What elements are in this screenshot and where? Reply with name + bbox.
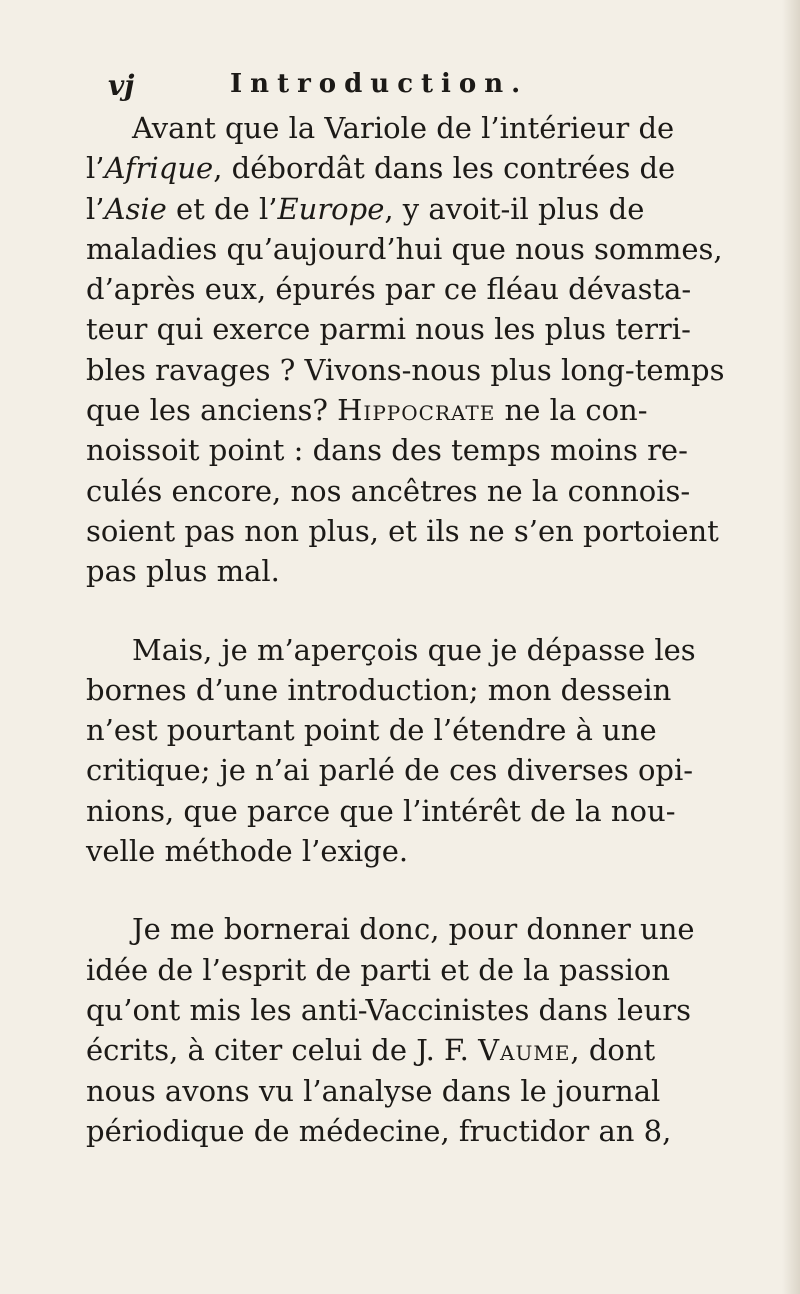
text-fragment: , dont [570, 1033, 656, 1068]
text-line: l’Asie et de l’Europe, y avoit-il plus de [86, 191, 645, 226]
text-line: critique; je n’ai parlé de ces diverses opi- [86, 753, 694, 788]
text-fragment: ne la con- [495, 393, 648, 428]
text-line: Mais, je m’aperçois que je dépasse les [132, 632, 696, 667]
text-line: maladies qu’aujourd’hui que nous sommes, [86, 231, 723, 266]
text-line: l’Afrique, débordât dans les contrées de [86, 151, 676, 186]
text-line: bles ravages ? Vivons-nous plus long-temps [86, 352, 725, 387]
text-line: d’après eux, épurés par ce fléau dévasta- [86, 272, 692, 307]
folio: vj [108, 69, 135, 102]
text-line: nous avons vu l’analyse dans le journal [86, 1073, 661, 1108]
text-line: Avant que la Variole de l’intérieur de [132, 111, 675, 145]
text-line [86, 1030, 722, 1070]
page-edge-shadow [782, 0, 800, 1294]
paragraph-1 [86, 108, 725, 592]
text-fragment: écrits, à citer celui de J. F. [86, 1033, 479, 1068]
paragraph-3 [86, 909, 722, 1151]
page-header [86, 68, 722, 108]
name-hippocrate: Hippocrate [337, 393, 496, 428]
text-line: Je me bornerai donc, pour donner une [132, 912, 695, 947]
name-vaume: Vaume [478, 1033, 571, 1068]
text-line: n’est pourtant point de l’étendre à une [86, 713, 657, 748]
text-line: périodique de médecine, fructidor an 8, [86, 1113, 672, 1148]
book-page [86, 68, 725, 1151]
text-line: idée de l’esprit de parti et de la passion [86, 952, 671, 987]
text-fragment: que les anciens? [86, 393, 338, 428]
text-line: soient pas non plus, et ils ne s’en portoient [86, 513, 719, 548]
text-line: bornes d’une introduction; mon dessein [86, 672, 672, 707]
text-line: culés encore, nos ancêtres ne la connois- [86, 473, 691, 508]
text-line [86, 390, 722, 430]
text-line: teur qui exerce parmi nous les plus terri- [86, 312, 691, 347]
text-line: noissoit point : dans des temps moins re- [86, 433, 688, 468]
text-line: pas plus mal. [86, 554, 280, 589]
text-line: nions, que parce que l’intérêt de la nou- [86, 793, 676, 828]
paragraph-2 [86, 630, 722, 872]
text-line: qu’ont mis les anti-Vaccinistes dans leurs [86, 992, 692, 1027]
text-line: velle méthode l’exige. [86, 834, 409, 869]
running-head: Introduction. [230, 69, 529, 99]
